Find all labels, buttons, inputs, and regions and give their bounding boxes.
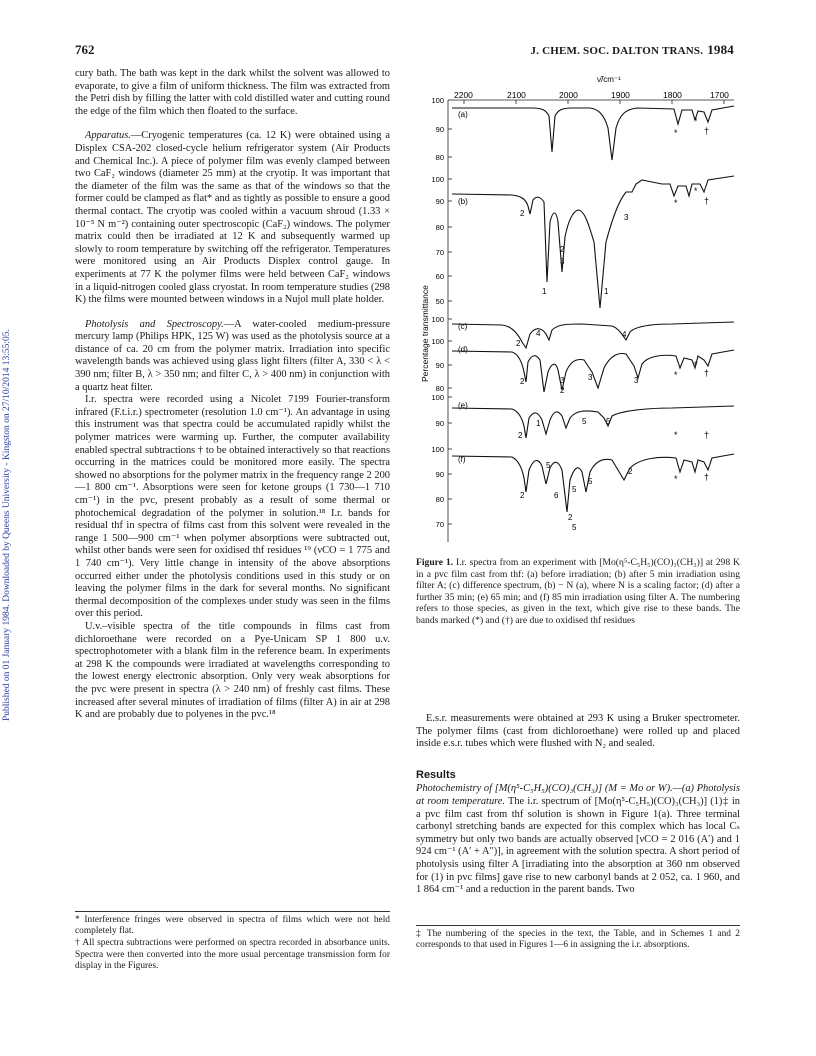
svg-text:100: 100 bbox=[431, 445, 444, 454]
svg-text:†: † bbox=[704, 368, 710, 378]
oxidised-thf-marks bbox=[674, 116, 709, 484]
y-axis-label: Percentage transmittance bbox=[420, 285, 430, 382]
svg-text:80: 80 bbox=[435, 495, 444, 504]
x-axis-label: ν̃/cm⁻¹ bbox=[597, 75, 621, 84]
paragraph-film-prep: cury bath. The bath was kept in the dark whilst the solvent was allowed to evaporate, to give a film of uniform thickness. The film was extracted from the Petri dish by filling the latter with cold distilled water and cutting round the edge of the film which then floated to the surface. bbox=[75, 68, 390, 117]
svg-text:90: 90 bbox=[435, 197, 444, 206]
svg-text:†: † bbox=[704, 196, 710, 206]
photolysis-text: —A water-cooled medium-pressure mercury lamp (Philips HPK, 125 W) was used as the photolysis source at a distance of ca. 20 cm from the polymer matrix. Irradiation into specific wavelength bands was achieved using glass light filters (filter A, 330 < λ < 390 nm; filter B, λ > 350 nm; and filter C, λ > 400 nm) in conjunction with a quartz heat filter. bbox=[75, 318, 390, 393]
photolysis-heading: Photolysis and Spectroscopy. bbox=[85, 318, 224, 330]
svg-text:3: 3 bbox=[624, 213, 629, 222]
svg-text:5: 5 bbox=[606, 417, 611, 426]
svg-text:*: * bbox=[674, 430, 678, 440]
svg-text:5: 5 bbox=[572, 523, 577, 532]
svg-text:90: 90 bbox=[435, 125, 444, 134]
panel-label-a: (a) bbox=[458, 110, 468, 119]
results-subsubheading: —(a) Photolysis at room temperature. bbox=[416, 783, 740, 807]
spectrum-a bbox=[452, 106, 734, 160]
svg-text:2: 2 bbox=[560, 245, 565, 254]
svg-text:1: 1 bbox=[604, 287, 609, 296]
svg-text:80: 80 bbox=[435, 153, 444, 162]
svg-text:3: 3 bbox=[634, 376, 639, 385]
svg-text:3: 3 bbox=[588, 373, 593, 382]
svg-text:2: 2 bbox=[520, 377, 525, 386]
panel-labels bbox=[458, 110, 468, 464]
x-tick-2100: 2100 bbox=[507, 90, 526, 100]
right-column bbox=[416, 713, 740, 897]
svg-text:2: 2 bbox=[520, 491, 525, 500]
svg-text:*: * bbox=[694, 116, 698, 126]
svg-text:100: 100 bbox=[431, 96, 444, 105]
svg-text:100: 100 bbox=[431, 315, 444, 324]
footnotes-left bbox=[75, 911, 390, 973]
results-heading: Results bbox=[416, 768, 456, 781]
panel-label-c: (c) bbox=[458, 322, 468, 331]
svg-text:1: 1 bbox=[536, 419, 541, 428]
svg-text:*: * bbox=[674, 128, 678, 138]
apparatus-text: —Cryogenic temperatures (ca. 12 K) were obtained using a Displex CSA-202 closed-cycle helium refrigerator system (Air Products and Chemical Inc.). A piece of polymer film was evenly clamped between two CaF₂ windows (diameter 25 mm) at the cryotip. It was important that the diameter of the film was the same as that of the windows so that the former could be clamped as flat* and as tightly as possible to ensure a good thermal contact. The cryotip was cooled within a vacuum shroud (1.33 × 10⁻⁵ N m⁻²) containing outer spectroscopic (CaF₂) windows. The polymer matrix could then be irradiated at 12 K and subsequently warmed up slowly to room temperature by switching off the refrigerator. Temperatures were monitored using an Air Products Displex control gauge. In experiments at 77 K the polymer films were held between CaF₂ windows in a liquid-nitrogen cooled glass cryostat. In room temperature studies (298 K) the films were mounted between windows in a Nujol mull plate holder. bbox=[75, 130, 390, 306]
svg-text:90: 90 bbox=[435, 419, 444, 428]
svg-text:†: † bbox=[704, 430, 710, 440]
svg-text:80: 80 bbox=[435, 223, 444, 232]
footnote-interference: * Interference fringes were observed in spectra of films which were not held completely flat. bbox=[75, 915, 390, 937]
running-head bbox=[531, 42, 735, 58]
x-tick-marks bbox=[464, 100, 724, 104]
svg-text:6: 6 bbox=[554, 491, 559, 500]
svg-text:100: 100 bbox=[431, 393, 444, 402]
svg-text:*: * bbox=[674, 198, 678, 208]
svg-text:70: 70 bbox=[435, 520, 444, 529]
svg-text:†: † bbox=[704, 472, 710, 482]
x-tick-2000: 2000 bbox=[559, 90, 578, 100]
svg-text:60: 60 bbox=[435, 272, 444, 281]
spectrum-b bbox=[452, 176, 734, 308]
paragraph-ir-spectra: I.r. spectra were recorded using a Nicolet 7199 Fourier-transform infrared (F.t.i.r.) spectrometer (resolution 1.0 cm⁻¹). An advantage in using this instrument was that spectra could be accumulated rapidly whilst the polymer matrices were warming up. Further, the computer availability enabled spectral subtractions † to be obtained interactively so that reactions occurring in the matrices could be monitored more easily. The spectra showed no absorptions for the polymer matrix in the frequency range 2 200—1 800 cm⁻¹. Absorptions were seen for ketone groups (1 730—1 710 cm⁻¹) in the pvc, present probably as a result of some thermal or photochemical degradation of the polymer in solution.¹⁸ I.r. bands for residual thf in spectra of films cast from this solvent were revealed in the range 1 500—900 cm⁻¹ when polymer absorptions were subtracted out, whilst other bands were seen for oxidised thf residues ¹⁹ (νCO = 1 775 and 1 740 cm⁻¹). Very little change in intensity of the above absorptions occurred either under the photolysis conditions used in this study or on leaving the polymer films in the dark for several months. No significant thermal decomposition of the complexes under study was seen in the films over this period. bbox=[75, 394, 390, 620]
svg-text:2: 2 bbox=[568, 513, 573, 522]
figure-caption bbox=[416, 557, 740, 627]
svg-text:4: 4 bbox=[536, 329, 541, 338]
paragraph-photolysis bbox=[75, 319, 390, 395]
panel-label-f: (f) bbox=[458, 455, 466, 464]
svg-text:*: * bbox=[694, 360, 698, 370]
svg-text:90: 90 bbox=[435, 470, 444, 479]
panel-label-e: (e) bbox=[458, 401, 468, 410]
apparatus-heading: Apparatus. bbox=[85, 130, 131, 142]
x-tick-1800: 1800 bbox=[663, 90, 682, 100]
x-tick-2200: 2200 bbox=[454, 90, 473, 100]
svg-text:3: 3 bbox=[560, 376, 565, 385]
x-tick-1700: 1700 bbox=[710, 90, 729, 100]
footnote-subtractions: † All spectra subtractions were performed on spectra recorded in absorbance units. Spectra were then converted into the more usual percentage transmission form for display in the Figures. bbox=[75, 938, 390, 971]
svg-text:5: 5 bbox=[572, 485, 577, 494]
panel-label-d: (d) bbox=[458, 345, 468, 354]
svg-text:4: 4 bbox=[622, 330, 627, 339]
svg-text:*: * bbox=[674, 474, 678, 484]
paragraph-esr: E.s.r. measurements were obtained at 293 K using a Bruker spectrometer. The polymer films (cast from dichloroethane) were rolled up and placed inside e.s.r. tubes which were flushed with N₂ and sealed. bbox=[416, 713, 740, 750]
svg-text:80: 80 bbox=[435, 384, 444, 393]
caption-text: I.r. spectra from an experiment with [Mo(η⁵-C₅H₅)(CO)₃(CH₃)] at 298 K in a pvc film cast from thf: (a) before irradiation; (b) after 5 min irradiation using filter A; (c) difference spectrum, (b) − N (a), where N is a scaling factor; (d) after a further 35 min; (e) 65 min; and (f) 85 min irradiation using filter A. The numbering refers to those species, as given in the text, which give rise to these bands. The bands marked (*) and (†) are due to oxidised thf residues bbox=[416, 557, 740, 626]
paragraph-results bbox=[416, 783, 740, 896]
x-tick-labels bbox=[454, 90, 729, 100]
download-watermark: Published on 01 January 1984. Downloaded by Queens University - Kingston on 27/10/2014 13:55:05. bbox=[2, 329, 12, 721]
svg-text:100: 100 bbox=[431, 337, 444, 346]
svg-text:90: 90 bbox=[435, 361, 444, 370]
svg-text:1: 1 bbox=[542, 287, 547, 296]
svg-text:2: 2 bbox=[518, 431, 523, 440]
ir-spectra-plot bbox=[412, 72, 742, 552]
figure-ir-spectra bbox=[412, 72, 742, 552]
svg-text:100: 100 bbox=[431, 175, 444, 184]
paragraph-uv-spectra: U.v.–visible spectra of the title compounds in films cast from dichloroethane were recorded on a Pye-Unicam SP 1 800 u.v. spectrophotometer with a blank film in the reference beam. In experiments at 298 K the compounds were irradiated at wavelengths corresponding to the lowest energy electronic absorption. Only very weak absorptions for the pvc were present in spectra (λ > 240 nm) of freshly cast films. These increased after several minutes of irradiation of films (filter A) in air at 298 K and are probably due to polyenes in the pvc.¹⁸ bbox=[75, 620, 390, 721]
y-tick-labels bbox=[431, 96, 444, 529]
panel-label-b: (b) bbox=[458, 197, 468, 206]
results-subheading: Photochemistry of [M(η⁵-C₅H₅)(CO)₃(CH₃)] (M = Mo or W). bbox=[416, 783, 673, 795]
page-number: 762 bbox=[75, 42, 95, 57]
svg-text:5: 5 bbox=[588, 477, 593, 486]
results-text: The i.r. spectrum of [Mo(η⁵-C₅H₅)(CO)₃(CH₃)] (1)‡ in a pvc film cast from thf solution is shown in Figure 1(a). Three terminal carbonyl stretching bands are expected for this complex which has local Cₛ symmetry but only two bands are actually observed [νCO = 2 016 (A′) and 1 924 cm⁻¹ (A′ + A″)], in agreement with the solution spectra. A short period of photolysis using filter A [irradiating into the absorption at 360 nm observed for (1) in pvc films] gave rise to new carbonyl bands at 2 052, ca. 1 960, and 1 864 cm⁻¹ and a reduction in the parent bands. Two bbox=[416, 795, 740, 896]
svg-text:2: 2 bbox=[628, 467, 633, 476]
left-column bbox=[75, 68, 390, 722]
svg-text:3: 3 bbox=[560, 257, 565, 266]
svg-text:5: 5 bbox=[582, 417, 587, 426]
svg-text:2: 2 bbox=[520, 209, 525, 218]
spectrum-e bbox=[452, 406, 734, 438]
y-tick-marks bbox=[448, 100, 452, 524]
svg-text:2: 2 bbox=[516, 339, 521, 348]
band-labels bbox=[516, 209, 639, 532]
svg-text:†: † bbox=[704, 126, 710, 136]
paragraph-apparatus bbox=[75, 130, 390, 306]
svg-text:2: 2 bbox=[560, 386, 565, 395]
svg-text:70: 70 bbox=[435, 248, 444, 257]
spectrum-f bbox=[452, 454, 734, 512]
spectrum-d bbox=[452, 350, 734, 392]
svg-text:50: 50 bbox=[435, 297, 444, 306]
journal-year: 1984 bbox=[707, 42, 734, 57]
spectrum-c bbox=[452, 322, 734, 348]
svg-text:5: 5 bbox=[546, 461, 551, 470]
caption-label: Figure 1. bbox=[416, 557, 454, 568]
x-tick-1900: 1900 bbox=[611, 90, 630, 100]
footnote-numbering: ‡ The numbering of the species in the text, the Table, and in Schemes 1 and 2 corresponds to that used in Figures 1—6 in assigning the i.r. absorptions. bbox=[416, 925, 740, 951]
journal-name: J. CHEM. SOC. DALTON TRANS. bbox=[530, 45, 704, 57]
svg-text:*: * bbox=[674, 370, 678, 380]
svg-text:*: * bbox=[694, 186, 698, 196]
